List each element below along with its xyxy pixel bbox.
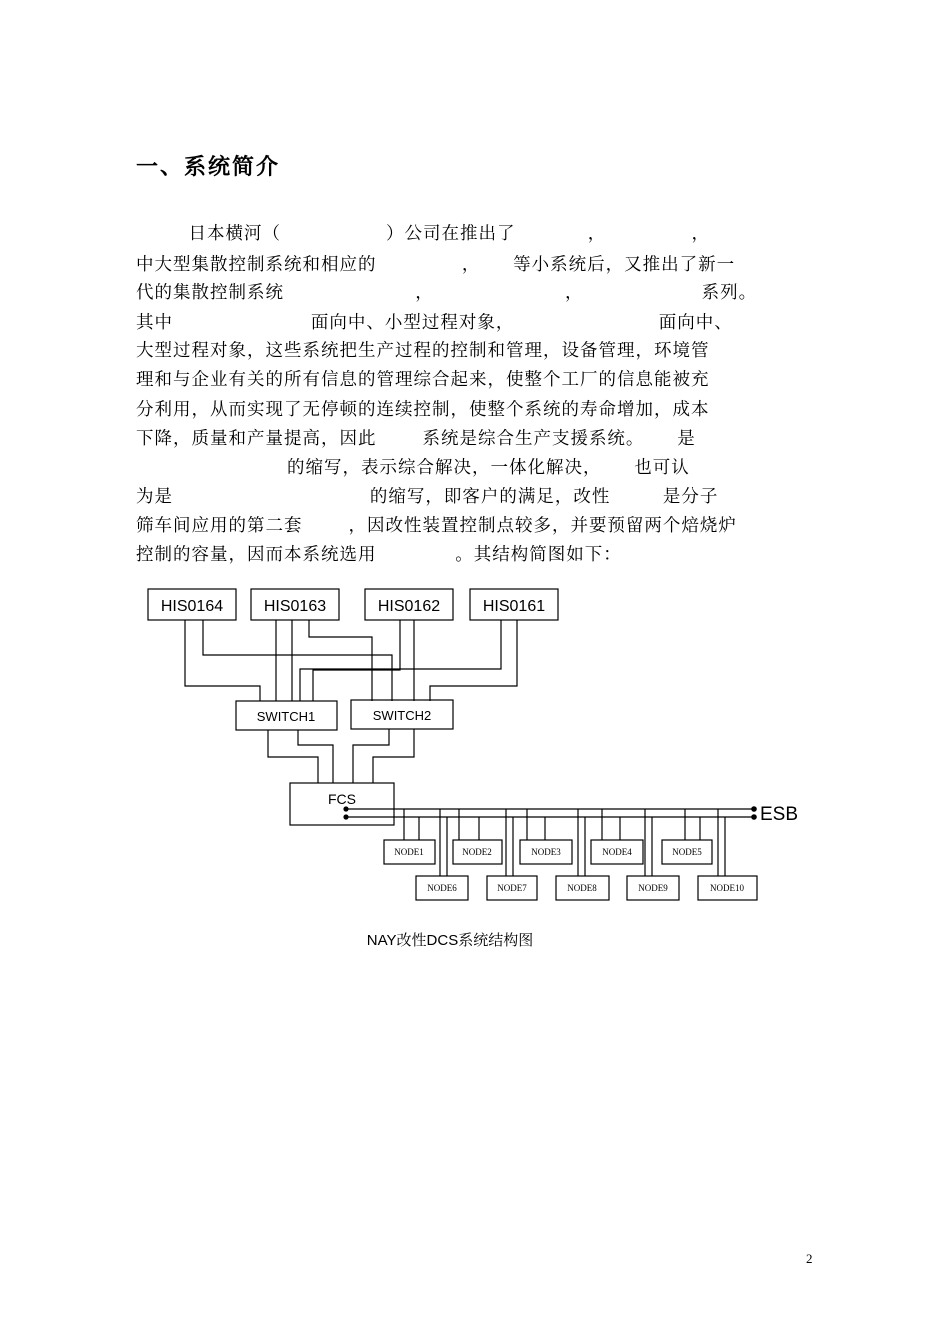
node-label: NODE8 [567,883,597,893]
body-line-9: 的缩写，表示综合解决，一体化解决， 也可认 [136,458,690,478]
node-label: NODE5 [672,847,702,857]
esb-label: ESB [760,804,799,825]
node-label: NODE9 [638,883,668,893]
node-label: NODE1 [394,847,424,857]
body-line-4: 其中 面向中、小型过程对象， 面向中、 [136,313,733,333]
body-line-8: 下降，质量和产量提高，因此 系统是综合生产支援系统。 是 [136,429,696,449]
his-label: HIS0161 [482,598,546,615]
node-label: NODE7 [497,883,527,893]
node-label: NODE6 [427,883,457,893]
node-label: NODE10 [710,883,744,893]
body-line-2: 中大型集散控制系统和相应的 ， 等小系统后，又推出了新一 [136,255,736,275]
page-number: 2 [806,1251,813,1266]
body-line-5: 大型过程对象，这些系统把生产过程的控制和管理，设备管理，环境管 [136,341,710,361]
switch-label: SWITCH2 [372,708,432,723]
body-line-11: 筛车间应用的第二套 ，因改性装置控制点较多，并要预留两个焙烧炉 [136,516,737,536]
diagram-caption: NAY改性DCS系统结构图 [366,932,534,949]
his-label: HIS0162 [377,598,441,615]
body-line-6: 理和与企业有关的所有信息的管理综合起来，使整个工厂的信息能被充 [136,370,710,390]
body-line-1: 日本横河（ ）公司在推出了 ， ， [136,224,711,244]
node-label: NODE4 [602,847,632,857]
his-label: HIS0163 [263,598,327,615]
body-line-12: 控制的容量，因而本系统选用 。其结构简图如下： [136,545,622,565]
fcs-label: FCS [328,791,356,807]
node-label: NODE3 [531,847,561,857]
body-line-7: 分利用，从而实现了无停顿的连续控制，使整个系统的寿命增加，成本 [136,400,710,420]
body-line-3: 代的集散控制系统 ， ， 系列。 [136,283,758,303]
his-label: HIS0164 [160,598,224,615]
body-line-10: 为是 的缩写，即客户的满足，改性 是分子 [136,487,719,507]
section-title: 一、系统简介 [136,155,281,180]
node-label: NODE2 [462,847,492,857]
switch-label: SWITCH1 [256,709,316,724]
